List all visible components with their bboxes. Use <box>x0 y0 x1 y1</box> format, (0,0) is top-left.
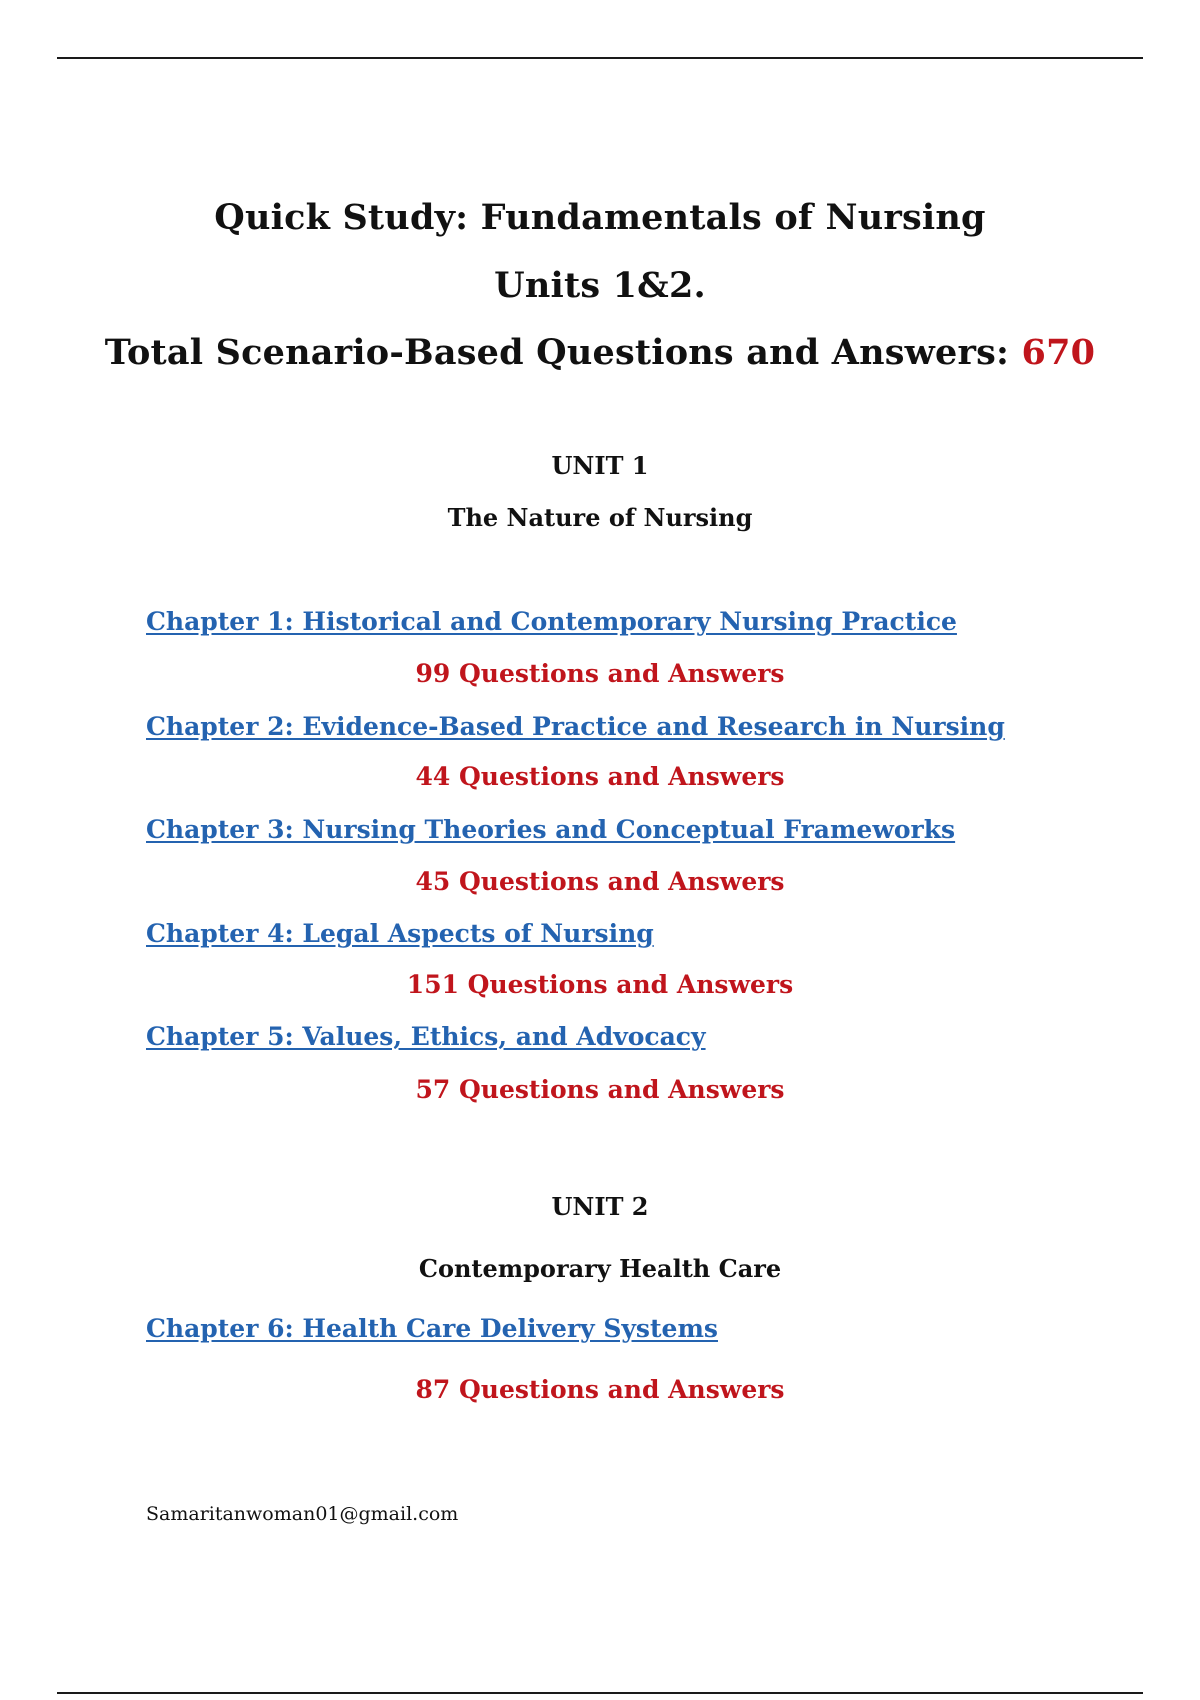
bottom-rule <box>57 1692 1143 1694</box>
unit-1-subtitle: The Nature of Nursing <box>447 503 753 532</box>
chapter-3-count: 45 Questions and Answers <box>415 867 785 896</box>
chapter-5-link[interactable]: Chapter 5: Values, Ethics, and Advocacy <box>146 1022 706 1051</box>
unit-2-heading: UNIT 2 <box>551 1192 649 1221</box>
chapter-4-count: 151 Questions and Answers <box>406 970 794 999</box>
document-subtitle-units: Units 1&2. <box>494 265 706 306</box>
total-count: 670 <box>1021 332 1096 373</box>
unit-1-heading: UNIT 1 <box>551 451 649 480</box>
chapter-2-count: 44 Questions and Answers <box>415 762 785 791</box>
chapter-3-link[interactable]: Chapter 3: Nursing Theories and Conceptual Frameworks <box>146 815 956 844</box>
chapter-5-count: 57 Questions and Answers <box>415 1075 785 1104</box>
document-total-line <box>0 332 1200 373</box>
contact-email: Samaritanwoman01@gmail.com <box>146 1503 459 1525</box>
top-rule <box>57 57 1143 59</box>
chapter-2-link[interactable]: Chapter 2: Evidence-Based Practice and Research in Nursing <box>146 712 1005 741</box>
total-label: Total Scenario-Based Questions and Answers: <box>104 332 1022 373</box>
chapter-1-link[interactable]: Chapter 1: Historical and Contemporary Nursing Practice <box>146 607 957 636</box>
document-title: Quick Study: Fundamentals of Nursing <box>214 197 986 238</box>
chapter-6-count: 87 Questions and Answers <box>415 1375 785 1404</box>
chapter-6-link[interactable]: Chapter 6: Health Care Delivery Systems <box>146 1314 718 1343</box>
unit-2-subtitle: Contemporary Health Care <box>418 1254 782 1283</box>
chapter-1-count: 99 Questions and Answers <box>415 659 785 688</box>
chapter-4-link[interactable]: Chapter 4: Legal Aspects of Nursing <box>146 919 654 948</box>
